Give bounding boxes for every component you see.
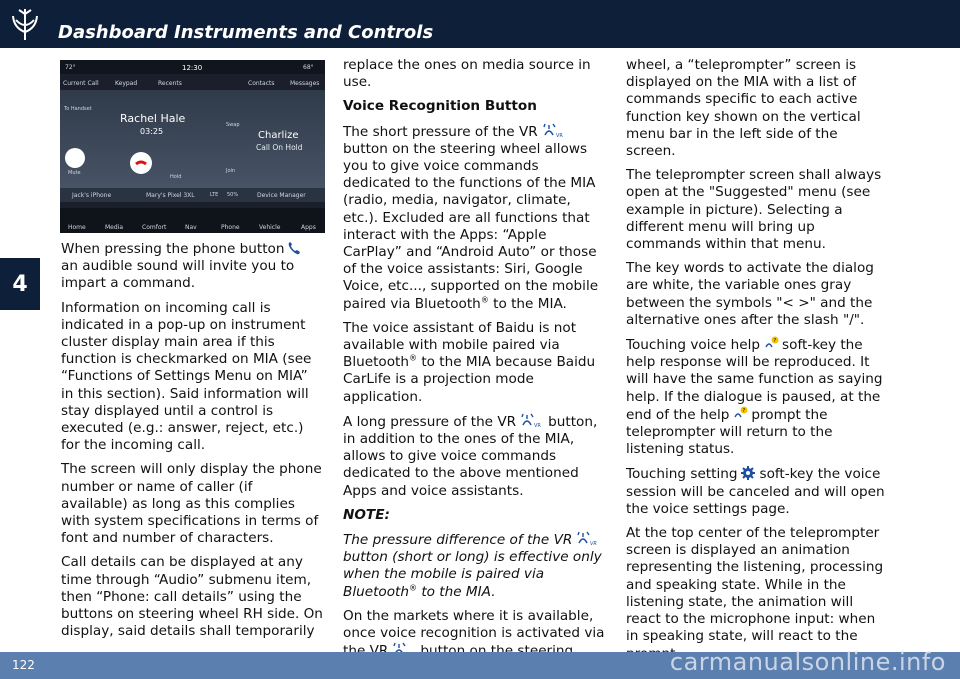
column-1 — [61, 240, 323, 647]
temp-right: 68° — [303, 64, 314, 71]
onhold-status: Call On Hold — [256, 143, 303, 152]
tab-keypad[interactable]: Keypad — [115, 80, 138, 87]
voice-help-icon — [763, 336, 779, 352]
svg-text:VR: VR — [555, 132, 563, 139]
nav-apps[interactable]: Apps — [301, 224, 316, 231]
device1[interactable]: Jack's iPhone — [72, 192, 112, 199]
page-title: Dashboard Instruments and Controls — [58, 22, 434, 43]
hold-label[interactable]: Hold — [170, 174, 182, 180]
network-label: LTE — [210, 192, 219, 198]
end-call-button[interactable] — [130, 152, 152, 174]
voice-help-icon — [732, 406, 748, 422]
transfer-label[interactable]: To Handset — [64, 106, 92, 112]
para-replace: replace the ones on media source in use. — [343, 57, 591, 91]
end-call-icon — [130, 152, 152, 174]
call-duration: 03:25 — [140, 127, 164, 136]
column-2 — [343, 57, 609, 668]
nav-nav[interactable]: Nav — [185, 224, 197, 231]
vr-button-icon — [519, 413, 545, 429]
svg-text:?: ? — [773, 338, 777, 345]
caller-name: Rachel Hale — [120, 112, 186, 125]
svg-text:VR: VR — [534, 422, 542, 429]
para-call-details: Call details can be displayed at any time through “Audio” submenu item, then “Phone: call details” using the buttons on steering wheel RH side. On display, said details shall temporarily — [61, 554, 323, 640]
para-keywords: The key words to activate the dialog are white, the variable ones gray between the symbols "< >" and the alternative ones after the slash "/". — [626, 260, 874, 328]
para-settings: Touching setting soft-key the voice session will be canceled and will open the voice settings page. — [626, 466, 885, 517]
para-phone-button: When pressing the phone button an audible sound will invite you to impart a command. — [61, 240, 323, 293]
vr-button-icon — [541, 123, 567, 139]
para-long-press: A long pressure of the VR VR button, in addition to the ones of the MIA, allows to give voice commands dedicated to the above mentioned Apps and voice assistants. — [343, 413, 598, 499]
para-short-press: The short pressure of the VR VR button on the steering wheel allows you to give voice commands dedicated to the functions of the MIA (radio, media, navigator, climate, etc.). Excluded are all functions that interact with the Apps: “Apple CarPlay” and “Android Auto” or those of the voice assistants: Siri, Google Voice, etc..., supported on the mobile paired via Bluetooth® to the MIA. — [343, 123, 599, 312]
clock: 12:30 — [182, 64, 203, 72]
status-bar — [60, 60, 325, 74]
para-suggested: The teleprompter screen shall always open at the "Suggested" menu (see example in picture). Selecting a different menu will bring up commands within that menu. — [626, 167, 882, 253]
trident-logo-icon — [8, 6, 42, 42]
para-incoming-call: Information on incoming call is indicated in a pop-up on instrument cluster display main area if this function is checkmarked on MIA (see “Functions of Settings Menu on MIA” in this section). Said information will stay displayed until a control is executed (e.g.: answer, reject, etc.) for the incoming call. — [61, 299, 312, 454]
phone-screen-image — [60, 60, 325, 233]
para-display: The screen will only display the phone number or name of caller (if available) as long as this complies with system specifications in terms of font and number of characters. — [61, 461, 322, 547]
temp-left: 72° — [65, 64, 76, 71]
para-teleprompter: wheel, a “teleprompter” screen is displayed on the MIA with a list of commands specific to each active function key shown on the vertical menu bar in the left side of the screen. — [626, 57, 861, 160]
device-manager[interactable]: Device Manager — [257, 192, 306, 199]
para-baidu: The voice assistant of Baidu is not available with mobile paired via Bluetooth® to the MIA because Baidu CarLife is a projection mode application. — [343, 319, 596, 405]
tab-contacts[interactable]: Contacts — [248, 80, 275, 87]
call-area — [60, 90, 325, 198]
svg-text:?: ? — [742, 407, 746, 414]
swap-label[interactable]: Swap — [226, 122, 240, 128]
join-label[interactable]: Join — [226, 168, 236, 174]
note-text: The pressure difference of the VR VR button (short or long) is effective only when the mobile is paired via Bluetooth® to the MIA. — [343, 532, 602, 600]
mute-label: Mute — [68, 170, 81, 176]
heading-voice-recognition: Voice Recognition Button — [343, 98, 537, 115]
nav-media[interactable]: Media — [105, 224, 124, 231]
mute-button[interactable] — [65, 148, 85, 168]
vr-button-icon — [575, 531, 601, 547]
page-number: 122 — [12, 658, 35, 672]
device2[interactable]: Mary's Pixel 3XL — [146, 192, 195, 199]
para-animation: At the top center of the teleprompter screen is displayed an animation representing the listening, processing and speaking state. While in the listening state, the animation will react to the microphone input: when in speaking state, will react to the — [626, 525, 884, 645]
svg-text:VR: VR — [590, 541, 598, 548]
nav-vehicle[interactable]: Vehicle — [259, 224, 281, 231]
onhold-caller-name: Charlize — [258, 130, 299, 141]
para-markets: On the markets where it is available, once voice recognition is activated via — [343, 608, 609, 661]
nav-comfort[interactable]: Comfort — [142, 224, 167, 231]
gear-icon — [740, 465, 756, 481]
para-voice-help: Touching voice help ? soft-key the help response will be reproduced. It will have the same function as saying help. If the dialogue is paused, at the end of the help ? prompt the teleprompter will return to the listening status. — [626, 337, 883, 458]
column-3 — [626, 57, 890, 670]
phone-tabs — [60, 78, 325, 90]
device-bar — [60, 188, 325, 202]
tab-messages[interactable]: Messages — [290, 80, 320, 87]
battery-label: 50% — [227, 192, 239, 198]
phone-icon — [287, 240, 301, 256]
page-header — [0, 0, 960, 48]
nav-phone[interactable]: Phone — [221, 224, 240, 231]
watermark: carmanualsonline.info — [669, 648, 946, 676]
bottom-nav — [60, 208, 325, 233]
tab-current-call[interactable]: Current Call — [63, 80, 99, 87]
note-label: NOTE: — [343, 506, 390, 523]
chapter-tab: 4 — [0, 258, 40, 310]
tab-recents[interactable]: Recents — [158, 80, 182, 87]
nav-home[interactable]: Home — [68, 224, 86, 231]
